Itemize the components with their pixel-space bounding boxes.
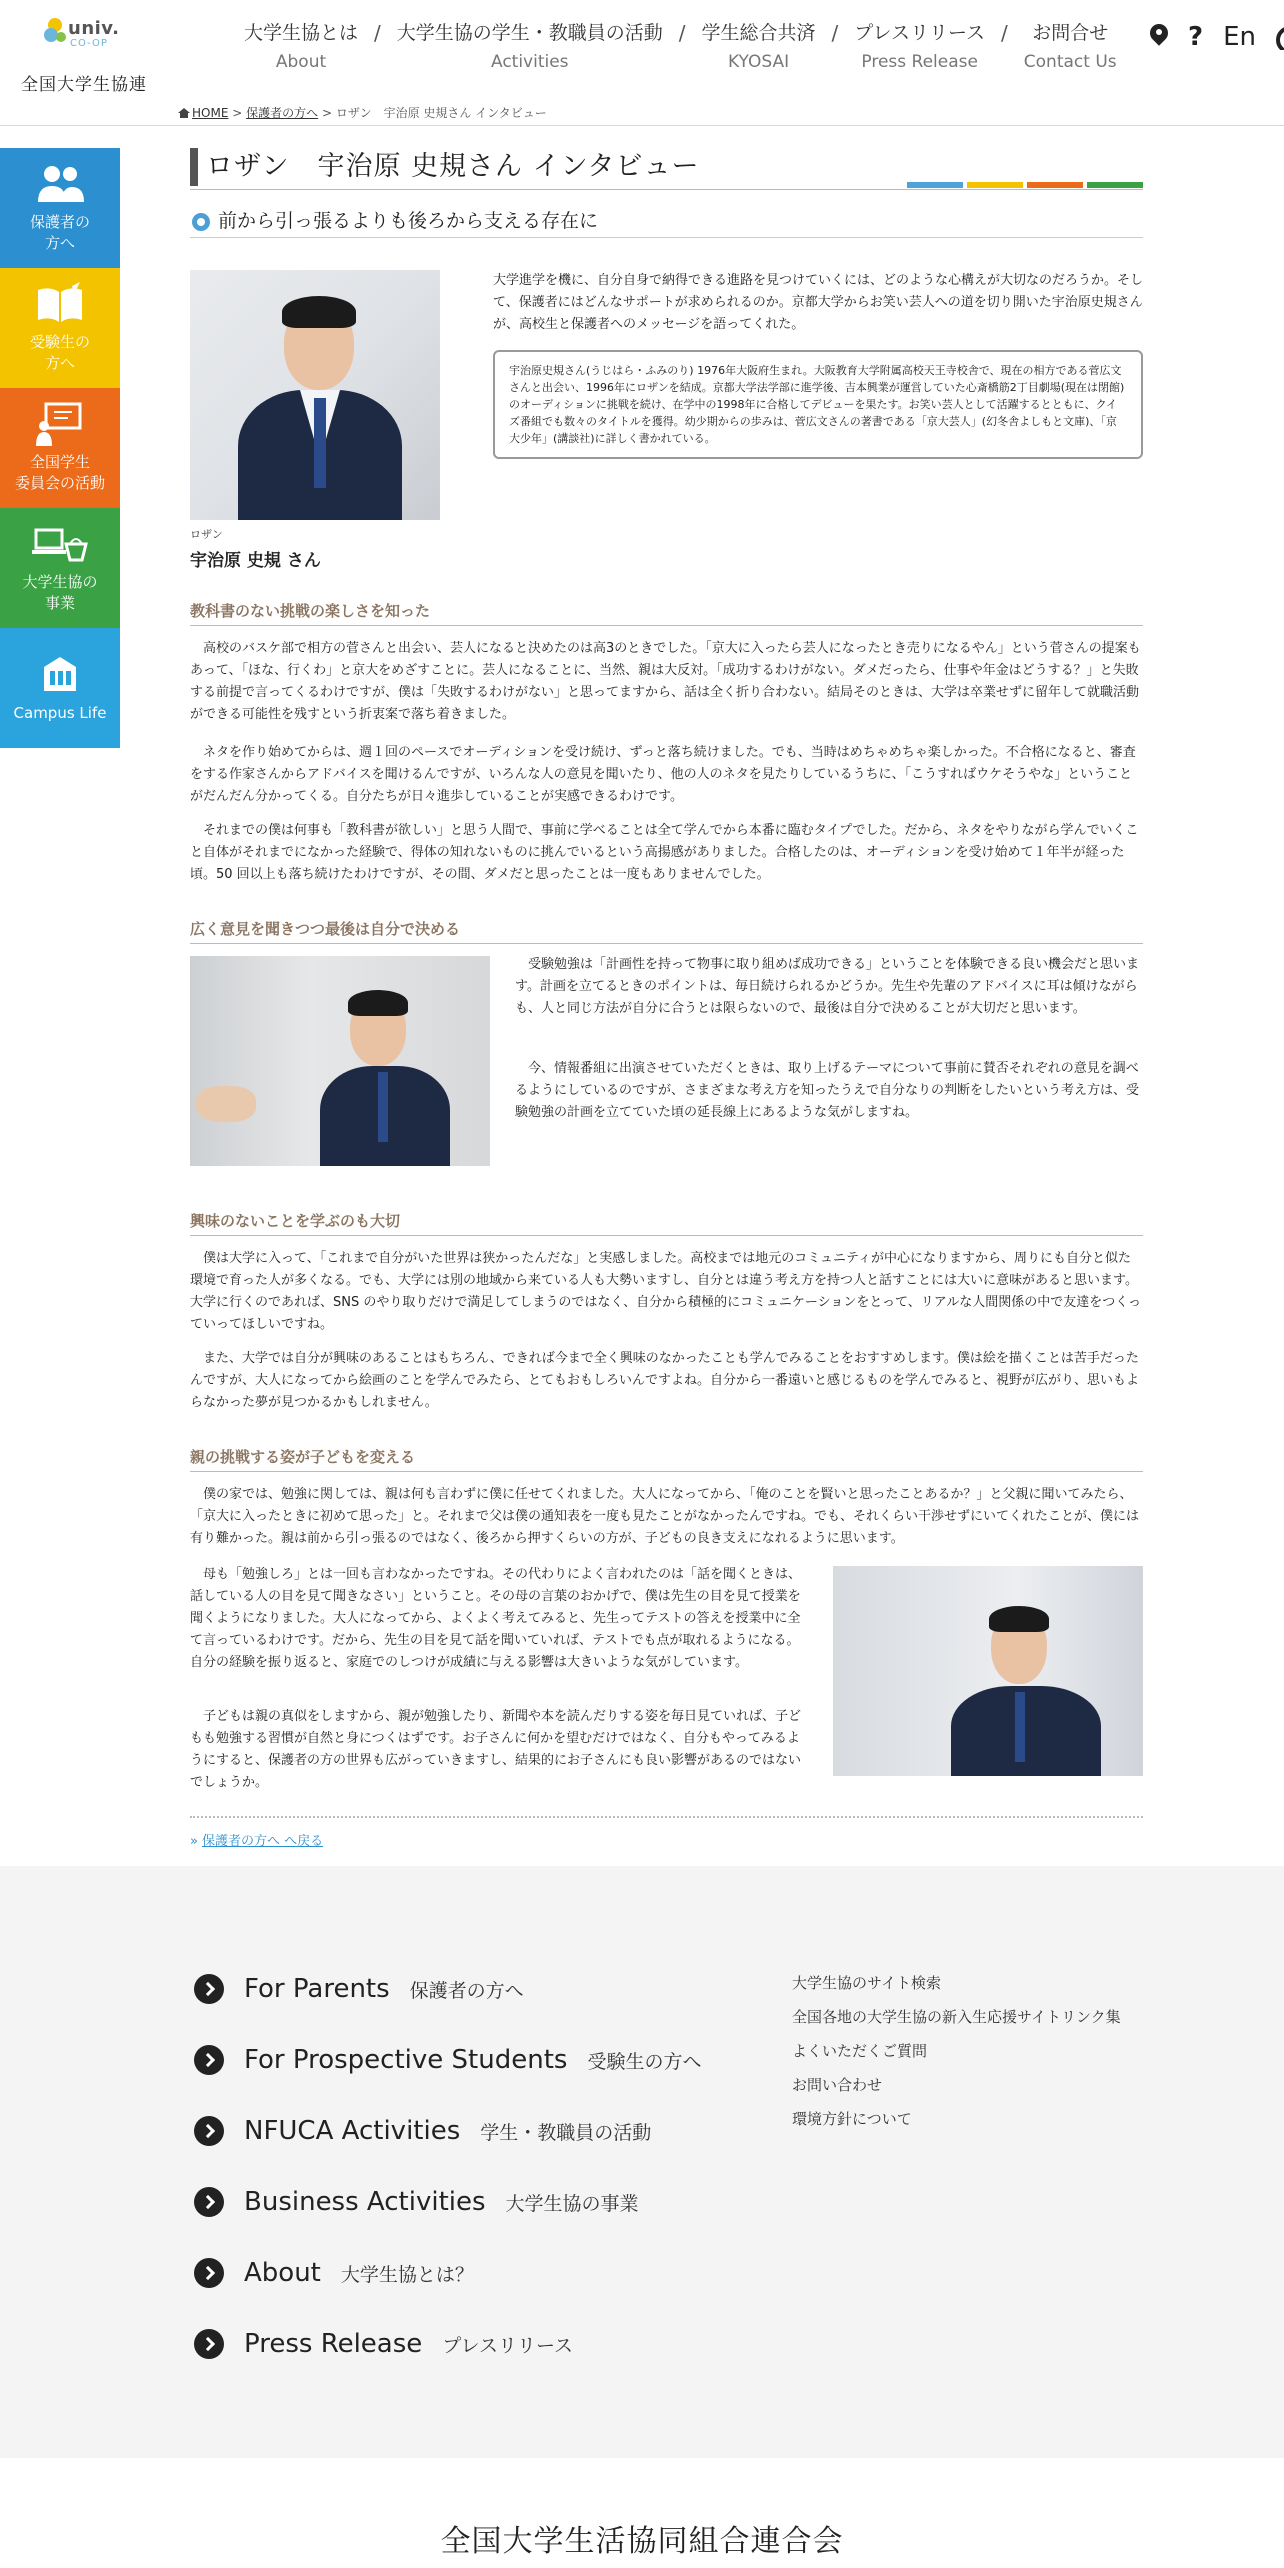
title-color-bars [907, 182, 1143, 188]
side-item-business[interactable]: 大学生協の 事業 [0, 508, 120, 628]
footer-sublink[interactable]: 環境方針について [792, 2110, 912, 2128]
breadcrumb [178, 104, 547, 121]
nav-separator: / [374, 21, 381, 45]
paragraph: また、大学では自分が興味のあることはもちろん、できれば今まで全く興味のなかったことも学んでみることをおすすめします。僕は絵を描くことは苦手だったんですが、大人になってから絵画のことを学んでみたら、とてもおもしろいんですよね。自分から一番遠いと感じるものを学んでみると、視野が広がり、思いもよらなかった夢が見つかるかもしれません。 [190, 1351, 1140, 1410]
paragraph: それまでの僕は何事も「教科書が欲しい」と思う人間で、事前に学べることは全て学んでから本番に臨むタイプでした。だから、ネタをやりながら学んでいくこと自体がそれまでになかった経験で、得体の知れないものに挑んでいるという高揚感がありました。合格したのは、オーディションを受け始めて１年半が経った頃。50 回以上も落ち続けたわけですが、その間、ダメだと思ったことは一度もありませんでした。 [190, 823, 1139, 882]
interview-photo-smiling [833, 1566, 1143, 1776]
arrow-circle-icon [194, 2116, 224, 2146]
nav-separator: / [1001, 21, 1008, 45]
paragraph: 僕の家では、勉強に関しては、親は何も言わずに僕に任せてくれました。大人になってから、「俺のことを賢いと思ったことあるか？」と父親に聞いてみたら、「京大に入ったときに初めて思った」と。それまで父は僕の通知表を一度も見たことがなかったんですね。でも、それくらい干渉せずにいてくれたことが、僕には有り難かった。親は前から引っ張るのではなく、後ろから押すくらいの方が、子どもの良き支えになれるように思います。 [190, 1487, 1140, 1546]
article [190, 148, 1144, 1849]
building-icon [32, 653, 88, 697]
nav-contact[interactable]: お問合せ Contact Us [1023, 22, 1117, 72]
coop-logo-mark: univ. CO-OP [14, 14, 154, 50]
profile-box: 宇治原史規さん(うじはら・ふみのり) 1976年大阪府生まれ。大阪教育大学附属高校天王寺校舎で、現在の相方である菅広文さんと出会い、1996年にロザンを結成。京都大学法学部に進学後、吉本興業が運営していた心斎橋筋2丁目劇場(現在は閉館)のオーディションに挑戦を続け、在学中の1998年に合格してデビューを果たす。お笑い芸人として活躍するとともに、クイズ番組でも数々のタイトルを獲得。幼少期からの歩みは、菅広文さんの著書である「京大芸人」(幻冬舎よしもと文庫)、「京大少年」(講談社)に詳しく書かれている。 [493, 350, 1143, 459]
section-heading: 親の挑戦する姿が子どもを変える [190, 1446, 1143, 1472]
arrow-circle-icon [194, 1974, 224, 2004]
footer-sublink[interactable]: 全国各地の大学生協の新入生応援サイトリンク集 [792, 2008, 1121, 2026]
breadcrumb-parents[interactable]: 保護者の方へ [246, 106, 319, 120]
side-item-campus-life[interactable]: Campus Life [0, 628, 120, 748]
parents-icon [32, 162, 88, 206]
footer-sublink[interactable]: 大学生協のサイト検索 [792, 1974, 941, 1992]
footer-link-activities[interactable]: NFUCA Activities 学生・教職員の活動 [194, 2116, 651, 2146]
footer-link-about[interactable]: About 大学生協とは？ [194, 2258, 474, 2288]
nav-kyosai[interactable]: 学生総合共済 KYOSAI [701, 22, 816, 72]
footer-link-students[interactable]: For Prospective Students 受験生の方へ [194, 2045, 701, 2075]
paragraph: 子どもは親の真似をしますから、親が勉強したり、新聞や本を読んだりする姿を毎日見ていれば、子どもも勉強する習慣が自然と身につくはずです。お子さんに何かを望むだけではなく、自分もやってみるようにすると、保護者の方の世界も広がっていきますし、結果的にお子さんにも良い影響があるのではないでしょうか。 [190, 1709, 802, 1790]
interview-photo-gesture [190, 956, 490, 1166]
breadcrumb-current: ロザン 宇治原 史規さん インタビュー [335, 106, 547, 120]
search-icon[interactable] [1276, 24, 1284, 50]
side-item-parents[interactable]: 保護者の 方へ [0, 148, 120, 268]
global-nav [232, 20, 1129, 80]
nav-activities[interactable]: 大学生協の学生・教職員の活動 Activities [396, 22, 663, 72]
site-header [0, 0, 1284, 126]
english-link[interactable]: En [1223, 22, 1256, 52]
divider [190, 1816, 1143, 1818]
intro-text: 大学進学を機に、自分自身で納得できる進路を見つけていくには、どのような心構えが大切なのだろうか。そして、保護者にはどんなサポートが求められるのか。京都大学からお笑い芸人への道を切り開いた宇治原史規さんが、高校生と保護者へのメッセージを語ってくれた。 [493, 273, 1144, 332]
breadcrumb-home[interactable]: HOME [192, 106, 229, 120]
paragraph: 今、情報番組に出演させていただくときは、取り上げるテーマについて事前に賛否それぞれの意見を調べるようにしているのですが、さまざまな考え方を知ったうえで自分なりの判断をしたいという考え方は、受験勉強の計画を立てていた頃の延長線上にあるような気がしますね。 [515, 1061, 1140, 1120]
nav-separator: / [678, 21, 686, 45]
bullet-icon [192, 213, 210, 231]
help-icon[interactable]: ? [1188, 22, 1204, 52]
laptop-basket-icon [32, 522, 88, 566]
section-heading: 教科書のない挑戦の楽しさを知った [190, 600, 1143, 626]
nav-separator: / [831, 21, 839, 45]
site-footer [0, 1866, 1284, 2458]
paragraph: 僕は大学に入って、「これまで自分がいた世界は狭かったんだな」と実感しました。高校までは地元のコミュニティが中心になりますから、周りにも自分と似た環境で育った人が多くなる。でも、大学には別の地域から来ている人も大勢いますし、自分とは違う考え方を持つ人と話すことには大いに意味があると思います。大学に行くのであれば、SNS のやり取りだけで満足してしまうのではなく、自分から積極的にコミュニケーションをとって、リアルな人間関係の中で友達をつくっていってほしいですね。 [190, 1251, 1142, 1332]
paragraph: 高校のバスケ部で相方の菅さんと出会い、芸人になると決めたのは高3のときでした。「京大に入ったら芸人になったとき売りになるやん」という菅さんの提案もあって、「ほな、行くわ」と京大をめざすことに。芸人になることに、当然、親は大反対。「成功するわけがない。ダメだったら、仕事や年金はどうする？」と失敗する前提で言ってくるわけですが、僕は「失敗するわけがない」と思ってますから、話は全く折り合わない。結局そのときは、大学は卒業せずに留年して就職活動ができる可能性を残すという折衷案で落ち着きました。 [190, 641, 1141, 722]
double-chevron-icon: » [190, 1834, 198, 1849]
article-subtitle: 前から引っ張るよりも後ろから支える存在に [190, 208, 1143, 238]
arrow-circle-icon [194, 2258, 224, 2288]
home-icon [178, 108, 190, 118]
footer-sublink[interactable]: よくいただくご質問 [792, 2042, 928, 2060]
arrow-circle-icon [194, 2329, 224, 2359]
breadcrumb-sep: > [232, 106, 243, 120]
footer-sub-links [792, 1966, 1121, 2136]
footer-link-parents[interactable]: For Parents 保護者の方へ [194, 1974, 524, 2004]
side-nav [0, 148, 120, 748]
arrow-circle-icon [194, 2045, 224, 2075]
paragraph: 母も「勉強しろ」とは一回も言わなかったですね。その代わりによく言われたのは「話を聞くときは、話している人の目を見て聞きなさい」ということ。その母の言葉のおかげで、僕は先生の目を見て授業を聞くようになりました。大人になってから、よくよく考えてみると、先生ってテストの答えを授業中に全て言っているわけです。だから、先生の目を見て話を聞いていれば、テストでも点が取れるようになる。自分の経験を振り返ると、家庭でのしつけが成績に与える影響は大きいような気がしています。 [190, 1567, 802, 1670]
footer-sublink[interactable]: お問い合わせ [792, 2076, 883, 2094]
page-title: ロザン 宇治原 史規さん インタビュー [206, 151, 700, 182]
footer-link-press[interactable]: Press Release プレスリリース [194, 2329, 573, 2359]
interviewee-name: 宇治原 史規 さん [190, 551, 321, 571]
breadcrumb-sep: > [321, 106, 333, 120]
portrait-photo [190, 270, 440, 520]
board-icon [32, 402, 88, 446]
photo-caption: ロザン 宇治原 史規 さん [190, 526, 440, 571]
paragraph: ネタを作り始めてからは、週１回のペースでオーディションを受け続け、ずっと落ち続けました。でも、当時はめちゃめちゃ楽しかった。不合格になると、審査をする作家さんからアドバイスを聞けるんですが、いろんな人の意見を聞いたり、他の人のネタを見たりしているうちに、「こうすればウケそうやな」ということがだんだん分かってくる。自分たちが日々進歩していることが実感できるわけです。 [190, 745, 1136, 804]
back-to-parents-link[interactable]: » 保護者の方へ へ戻る [190, 1834, 324, 1849]
footer-org-name: 全国大学生活協同組合連合会 [440, 2524, 844, 2559]
paragraph: 受験勉強は「計画性を持って物事に取り組めば成功できる」ということを体験できる良い機会だと思います。計画を立てるときのポイントは、毎日続けられるかどうか。先生や先輩のアドバイスに耳は傾けながらも、人と同じ方法が自分に合うとは限らないので、最後は自分で決めることが大切だと思います。 [515, 957, 1140, 1016]
arrow-circle-icon [194, 2187, 224, 2217]
map-pin-icon[interactable] [1150, 24, 1168, 50]
book-icon [32, 282, 88, 326]
site-logo[interactable] [14, 14, 154, 95]
section-heading: 興味のないことを学ぶのも大切 [190, 1210, 1143, 1236]
nav-press-release[interactable]: プレスリリース Press Release [854, 22, 986, 72]
header-utility-icons [1150, 24, 1284, 50]
logo-org-name: 全国大学生協連 [21, 75, 147, 95]
side-item-students[interactable]: 受験生の 方へ [0, 268, 120, 388]
section-heading: 広く意見を聞きつつ最後は自分で決める [190, 918, 1143, 944]
side-item-student-committee[interactable]: 全国学生 委員会の活動 [0, 388, 120, 508]
footer-link-business[interactable]: Business Activities 大学生協の事業 [194, 2187, 639, 2217]
nav-about[interactable]: 大学生協とは About [244, 22, 359, 72]
article-title-bar [190, 148, 1143, 190]
